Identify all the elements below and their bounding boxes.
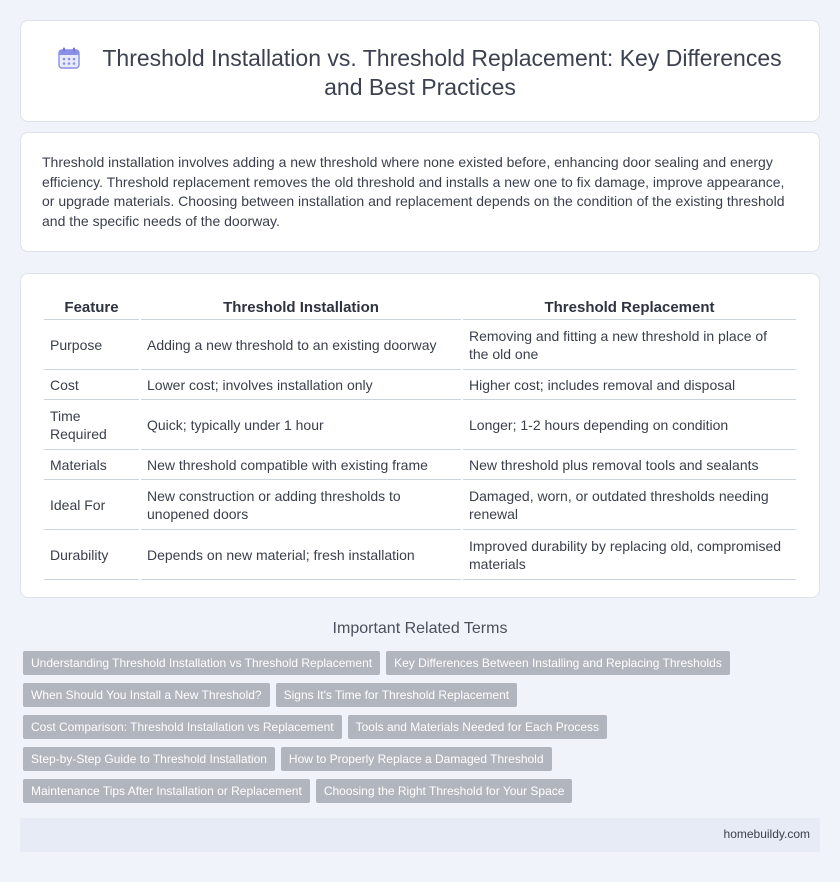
header-card [20, 20, 820, 122]
table-row [44, 370, 796, 400]
intro-card [20, 132, 820, 252]
cell-installation: Lower cost; involves installation only [141, 370, 461, 400]
cell-installation: Adding a new threshold to an existing doorway [141, 320, 461, 370]
tag-row [23, 779, 823, 811]
cell-feature: Purpose [44, 320, 139, 370]
footer [20, 818, 820, 852]
cell-replacement: Longer; 1-2 hours depending on condition [463, 400, 796, 450]
table-row [44, 450, 796, 480]
related-term-link[interactable]: Maintenance Tips After Installation or Replacement [23, 779, 310, 803]
header-replacement: Threshold Replacement [463, 294, 796, 320]
cell-installation: New threshold compatible with existing frame [141, 450, 461, 480]
related-term-link[interactable]: Cost Comparison: Threshold Installation vs Replacement [23, 715, 342, 739]
table-row [44, 320, 796, 370]
cell-replacement: Improved durability by replacing old, compromised materials [463, 530, 796, 580]
header-installation: Threshold Installation [141, 294, 461, 320]
related-terms-list [23, 651, 823, 811]
header-feature: Feature [44, 294, 139, 320]
comparison-table [42, 294, 798, 580]
cell-installation: Quick; typically under 1 hour [141, 400, 461, 450]
related-term-link[interactable]: Key Differences Between Installing and Replacing Thresholds [386, 651, 730, 675]
related-terms-title: Important Related Terms [332, 620, 508, 637]
cell-feature: Cost [44, 370, 139, 400]
cell-feature: Time Required [44, 400, 139, 450]
comparison-card [20, 273, 820, 598]
related-term-link[interactable]: Step-by-Step Guide to Threshold Installation [23, 747, 275, 771]
related-term-link[interactable]: Tools and Materials Needed for Each Process [348, 715, 607, 739]
related-term-link[interactable]: How to Properly Replace a Damaged Threshold [281, 747, 552, 771]
table-row [44, 400, 796, 450]
page-title: Threshold Installation vs. Threshold Replacement: Key Differences and Best Practices [102, 45, 782, 100]
table-row [44, 480, 796, 530]
tag-row [23, 683, 823, 715]
related-term-link[interactable]: When Should You Install a New Threshold? [23, 683, 270, 707]
tag-row [23, 651, 823, 683]
tag-row [23, 747, 823, 779]
cell-feature: Ideal For [44, 480, 139, 530]
related-term-link[interactable]: Understanding Threshold Installation vs Threshold Replacement [23, 651, 380, 675]
tag-row [23, 715, 823, 747]
table-header-row [44, 294, 796, 320]
cell-feature: Durability [44, 530, 139, 580]
cell-installation: New construction or adding thresholds to unopened doors [141, 480, 461, 530]
related-term-link[interactable]: Choosing the Right Threshold for Your Space [316, 779, 573, 803]
intro-paragraph: Threshold installation involves adding a new threshold where none existed before, enhancing door sealing and energy efficiency. Threshold replacement removes the old threshold and installs a new one to fix damage, improve appearance, or upgrade materials. Choosing between installation and replacement depends on the condition of the existing threshold and the specific needs of the doorway. [42, 154, 785, 229]
cell-replacement: New threshold plus removal tools and sealants [463, 450, 796, 480]
cell-replacement: Damaged, worn, or outdated thresholds needing renewal [463, 480, 796, 530]
footer-site-link[interactable]: homebuildy.com [723, 827, 810, 841]
cell-replacement: Higher cost; includes removal and disposal [463, 370, 796, 400]
cell-installation: Depends on new material; fresh installation [141, 530, 461, 580]
calendar-icon [58, 47, 80, 69]
cell-feature: Materials [44, 450, 139, 480]
related-term-link[interactable]: Signs It's Time for Threshold Replacement [276, 683, 518, 707]
cell-replacement: Removing and fitting a new threshold in place of the old one [463, 320, 796, 370]
page-title-wrap [21, 44, 819, 102]
table-row [44, 530, 796, 580]
